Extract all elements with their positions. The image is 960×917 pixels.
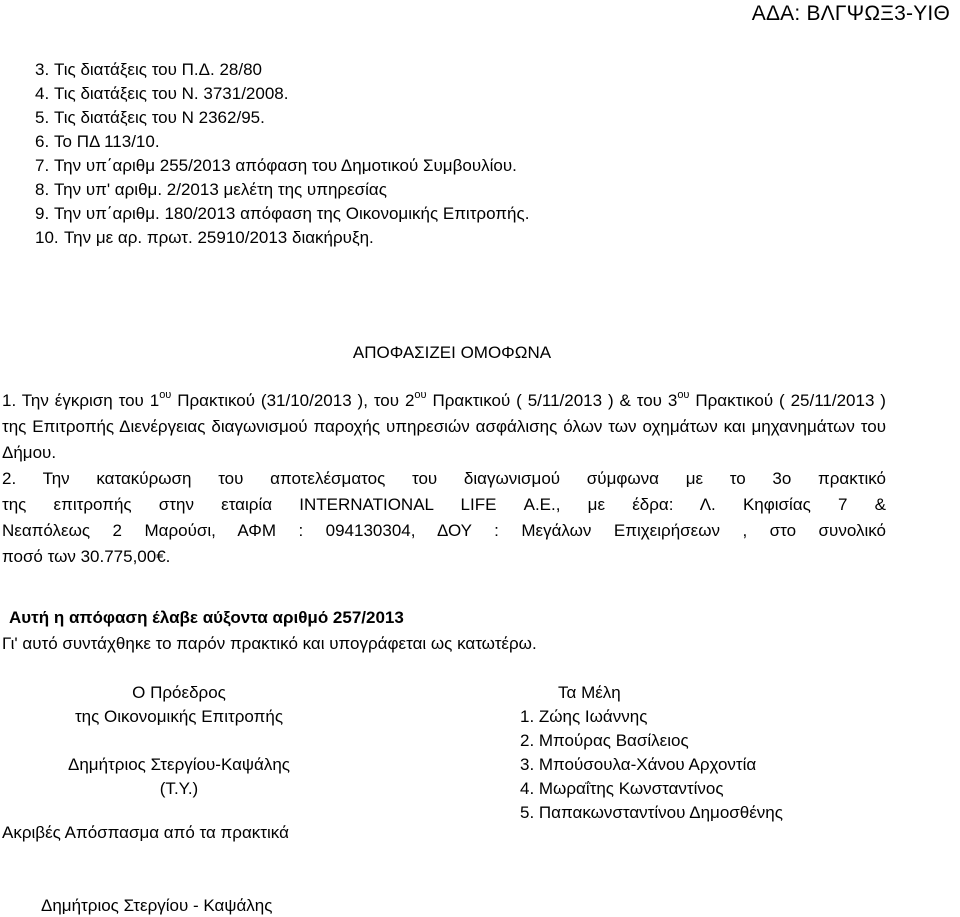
decision-2-line: 2. Την κατακύρωση του αποτελέσματος του διαγωνισμού σύμφωνα με το 3ο πρακτικό bbox=[2, 469, 886, 488]
decision-2 bbox=[2, 466, 886, 570]
members-list bbox=[520, 705, 783, 825]
list-item-number: 7. bbox=[35, 156, 50, 175]
list-item-text: Τις διατάξεις του Π.Δ. 28/80 bbox=[54, 60, 262, 79]
list-item bbox=[35, 202, 529, 226]
list-item-text: Τις διατάξεις του Ν 2362/95. bbox=[54, 108, 265, 127]
ordinal-suffix: ου bbox=[414, 389, 427, 401]
ordinal-suffix: ου bbox=[159, 389, 172, 401]
decision-heading: ΑΠΟΦΑΣΙΖΕΙ ΟΜΟΦΩΝΑ bbox=[352, 343, 552, 362]
committee-name: της Οικονομικής Επιτροπής bbox=[74, 707, 284, 726]
president-signature-block bbox=[20, 681, 338, 801]
list-item bbox=[35, 178, 529, 202]
signature-gap bbox=[20, 729, 338, 753]
decision-1 bbox=[2, 388, 886, 466]
decision-1-text-d: Πρακτικού ( 25/11/2013 ) της Επιτροπής Διενέργειας διαγωνισμού παροχής υπηρεσιών ασφάλισης όλων των οχημάτων και μηχανημάτων του Δήμου. bbox=[2, 391, 886, 462]
decision-1-text-a: 1. Την έγκριση του 1 bbox=[2, 391, 160, 410]
decisions-body bbox=[2, 388, 886, 570]
member-item: 4. Μωραΐτης Κωνσταντίνος bbox=[520, 779, 724, 798]
list-item-number: 4. bbox=[35, 84, 50, 103]
list-item-text: Την υπ' αριθμ. 2/2013 μελέτη της υπηρεσίας bbox=[54, 180, 387, 199]
list-item bbox=[35, 130, 529, 154]
signed-note: (Τ.Υ.) bbox=[159, 779, 199, 798]
list-item-text: Την υπ΄αριθμ 255/2013 απόφαση του Δημοτικού Συμβουλίου. bbox=[54, 156, 517, 175]
president-title: Ο Πρόεδρος bbox=[132, 683, 226, 702]
decision-2-line: ποσό των 30.775,00€. bbox=[2, 547, 171, 566]
list-item bbox=[35, 82, 529, 106]
list-item bbox=[35, 154, 529, 178]
decision-1-text-c: Πρακτικού ( 5/11/2013 ) & του 3 bbox=[426, 391, 678, 410]
members-title: Τα Μέλη bbox=[558, 683, 621, 702]
list-item-text: Την υπ΄αριθμ. 180/2013 απόφαση της Οικονομικής Επιτροπής. bbox=[54, 204, 530, 223]
list-item bbox=[35, 106, 529, 130]
accurate-copy-label: Ακριβές Απόσπασμα από τα πρακτικά bbox=[2, 823, 289, 842]
list-item-number: 9. bbox=[35, 204, 50, 223]
prepared-statement: Γι' αυτό συντάχθηκε το παρόν πρακτικό και υπογράφεται ως κατωτέρω. bbox=[2, 634, 537, 653]
list-item-text: Το ΠΔ 113/10. bbox=[54, 132, 160, 151]
list-item-number: 6. bbox=[35, 132, 50, 151]
ada-code: ΑΔΑ: ΒΛΓΨΩΞ3-ΥΙΘ bbox=[751, 2, 950, 25]
president-name: Δημήτριος Στεργίου-Καψάλης bbox=[68, 755, 290, 774]
decision-2-line: της επιτροπής στην εταιρία INTERNATIONAL LIFE Α.Ε., με έδρα: Λ. Κηφισίας 7 & bbox=[2, 495, 886, 514]
list-item-text: Την με αρ. πρωτ. 25910/2013 διακήρυξη. bbox=[64, 228, 374, 247]
list-item bbox=[35, 58, 529, 82]
member-item: 1. Ζώης Ιωάννης bbox=[520, 707, 648, 726]
decision-2-line: Νεαπόλεως 2 Μαρούσι, ΑΦΜ : 094130304, ΔΟΥ : Μεγάλων Επιχειρήσεων , στο συνολικό bbox=[2, 521, 886, 540]
ordinal-suffix: ου bbox=[677, 389, 690, 401]
list-item-number: 5. bbox=[35, 108, 50, 127]
decision-1-text-b: Πρακτικού (31/10/2013 ), του 2 bbox=[171, 391, 415, 410]
list-item bbox=[35, 226, 529, 250]
member-item: 2. Μπούρας Βασίλειος bbox=[520, 731, 689, 750]
member-item: 5. Παπακωνσταντίνου Δημοσθένης bbox=[520, 803, 783, 822]
list-item-number: 10. bbox=[35, 228, 59, 247]
considerations-list bbox=[35, 58, 529, 250]
decision-number: Αυτή η απόφαση έλαβε αύξοντα αριθμό 257/2013 bbox=[9, 608, 404, 627]
list-item-text: Τις διατάξεις του Ν. 3731/2008. bbox=[54, 84, 289, 103]
member-item: 3. Μπούσουλα-Χάνου Αρχοντία bbox=[520, 755, 757, 774]
list-item-number: 3. bbox=[35, 60, 50, 79]
list-item-number: 8. bbox=[35, 180, 50, 199]
signer-name: Δημήτριος Στεργίου - Καψάλης bbox=[41, 896, 273, 915]
